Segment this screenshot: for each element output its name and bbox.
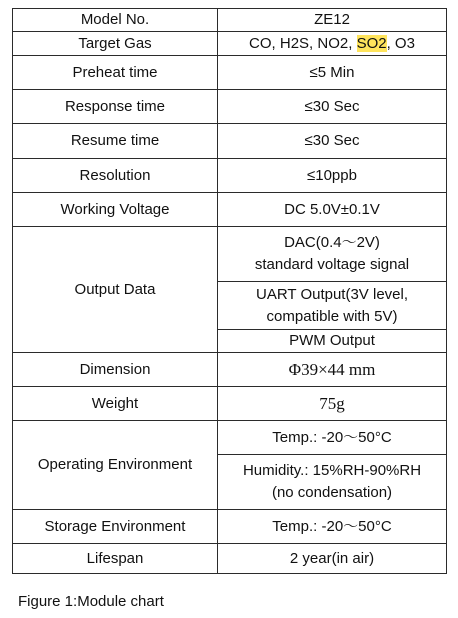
response-label: Response time xyxy=(13,90,218,124)
module-spec-table xyxy=(12,8,447,574)
table-row xyxy=(13,90,447,124)
weight-value: 75g xyxy=(218,387,447,421)
output-dac-line2: standard voltage signal xyxy=(254,256,410,273)
lifespan-label: Lifespan xyxy=(13,544,218,574)
operating-humidity-line1: Humidity.: 15%RH-90%RH xyxy=(242,462,422,479)
table-row xyxy=(13,353,447,387)
table-row xyxy=(13,387,447,421)
dimension-value: Φ39×44 mm xyxy=(218,353,447,387)
target-gas-label: Target Gas xyxy=(13,32,218,56)
output-dac-line1: DAC(0.4～2V) xyxy=(284,234,380,251)
preheat-label: Preheat time xyxy=(13,56,218,90)
table-row xyxy=(13,32,447,56)
output-uart xyxy=(218,282,447,330)
figure-caption: Figure 1:Module chart xyxy=(18,593,164,610)
operating-temp: Temp.: -20～50°C xyxy=(218,421,447,455)
target-gas-list-end: , O3 xyxy=(386,34,415,52)
voltage-label: Working Voltage xyxy=(13,193,218,227)
table-row xyxy=(13,544,447,574)
resume-label: Resume time xyxy=(13,124,218,159)
table-row xyxy=(13,510,447,544)
voltage-value: DC 5.0V±0.1V xyxy=(218,193,447,227)
resolution-value: ≤10ppb xyxy=(218,159,447,193)
table-row xyxy=(13,421,447,455)
storage-value: Temp.: -20～50°C xyxy=(218,510,447,544)
table-row xyxy=(13,124,447,159)
output-uart-line2: compatible with 5V) xyxy=(266,307,398,325)
storage-label: Storage Environment xyxy=(13,510,218,544)
table-row xyxy=(13,159,447,193)
table-row xyxy=(13,227,447,282)
resume-value: ≤30 Sec xyxy=(218,124,447,159)
output-pwm: PWM Output xyxy=(218,330,447,353)
output-label: Output Data xyxy=(13,227,218,353)
table-row xyxy=(13,56,447,90)
preheat-value: ≤5 Min xyxy=(218,56,447,90)
model-value: ZE12 xyxy=(218,9,447,32)
resolution-label: Resolution xyxy=(13,159,218,193)
operating-humidity xyxy=(218,455,447,510)
model-label: Model No. xyxy=(13,9,218,32)
target-gas-value xyxy=(218,32,447,56)
table-row xyxy=(13,9,447,32)
output-dac xyxy=(218,227,447,282)
dimension-label: Dimension xyxy=(13,353,218,387)
lifespan-value: 2 year(in air) xyxy=(218,544,447,574)
operating-humidity-line2: (no condensation) xyxy=(271,484,393,501)
output-uart-line1: UART Output(3V level, xyxy=(255,285,408,303)
weight-label: Weight xyxy=(13,387,218,421)
operating-label: Operating Environment xyxy=(13,421,218,510)
target-gas-highlight: SO2 xyxy=(356,34,387,52)
response-value: ≤30 Sec xyxy=(218,90,447,124)
table-row xyxy=(13,193,447,227)
target-gas-list: CO, H2S, NO2, xyxy=(249,34,357,52)
